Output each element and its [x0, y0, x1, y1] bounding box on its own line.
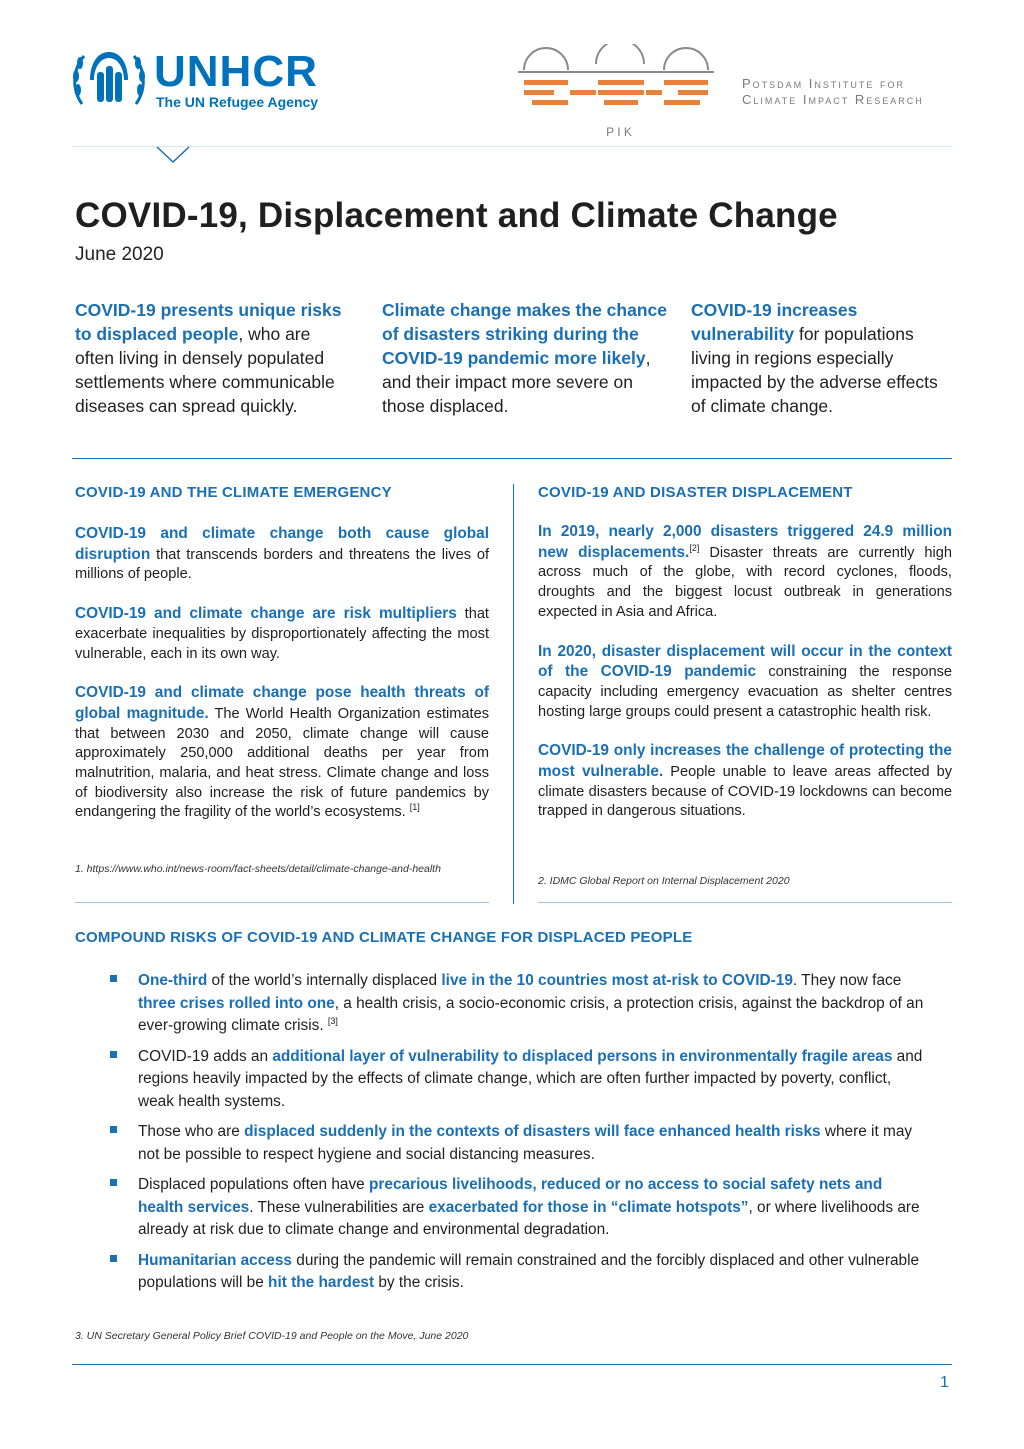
footnote-ref-3: [3]: [327, 1015, 338, 1026]
bullet-square-icon: [110, 975, 117, 982]
b4-part-c: . These vulnerabilities are: [249, 1198, 429, 1216]
left-p1-text: that transcends borders and threatens the lives of millions of people.: [75, 546, 489, 583]
chevron-down-icon: [156, 146, 190, 164]
unhcr-logo: [70, 46, 350, 116]
right-footnote-divider: [538, 902, 952, 903]
b3-part-a: Those who are: [138, 1123, 245, 1140]
unhcr-wordmark: UNHCR: [154, 47, 318, 96]
right-p1-highlight: In 2019, nearly 2,000 disasters triggered 24.9 million new displacements.: [538, 523, 952, 561]
b4-part-b: precarious livelihoods, reduced or no access to social safety nets and health services: [138, 1176, 883, 1216]
b1-part-f: , a health crisis, a socio-economic crisis, a protection crisis, against the backdrop of an ever-growing climate crisis.: [138, 994, 924, 1034]
left-p2-highlight: COVID-19 and climate change are risk multipliers: [75, 605, 457, 623]
right-paragraph-1: [538, 522, 952, 623]
b4-part-a: Displaced populations often have: [138, 1176, 370, 1193]
left-paragraph-2: [75, 604, 489, 664]
compound-risk-list: [108, 970, 930, 1303]
right-p1-text: Disaster threats are currently high across much of the globe, with record cyclones, floods, droughts and the biggest locust outbreak in generations expected in Asia and Africa.: [538, 544, 952, 620]
right-column-body: [538, 522, 952, 841]
pik-institute-name: [742, 76, 924, 108]
bullet-square-icon: [110, 1179, 117, 1186]
b1-part-a: One-third: [138, 972, 208, 989]
b5-part-d: by the crisis.: [374, 1274, 464, 1291]
compound-section-heading: COMPOUND RISKS OF COVID-19 AND CLIMATE CHANGE FOR DISPLACED PEOPLE: [75, 929, 693, 946]
left-p3-highlight: COVID-19 and climate change pose health threats of global magnitude.: [75, 684, 489, 722]
b4-part-e: , or where livelihoods are already at risk due to climate change and environmental degradation.: [138, 1198, 920, 1238]
header-divider: [72, 146, 952, 147]
publication-date: June 2020: [75, 244, 164, 265]
b3-part-b: displaced suddenly in the contexts of disasters will face enhanced health risks: [244, 1123, 821, 1140]
footnote-ref-2: [2]: [689, 542, 700, 553]
intro-column-3: [691, 298, 951, 418]
intro-3-highlight: COVID-19 increases vulnerability: [691, 300, 858, 344]
page-title: COVID-19, Displacement and Climate Change: [75, 196, 838, 235]
intro-column-2: [382, 298, 672, 418]
section-divider: [72, 458, 952, 459]
left-footnote: 1. https://www.who.int/news-room/fact-sheets/detail/climate-change-and-health: [75, 863, 441, 875]
left-p1-highlight: COVID-19 and climate change both cause global disruption: [75, 525, 489, 563]
left-paragraph-1: [75, 524, 489, 585]
bullet-square-icon: [110, 1126, 117, 1133]
bullet-square-icon: [110, 1051, 117, 1058]
left-section-heading: COVID-19 AND THE CLIMATE EMERGENCY: [75, 484, 392, 501]
intro-2-highlight: Climate change makes the chance of disasters striking during the COVID-19 pandemic more likely: [382, 300, 667, 368]
pik-name-line1: Potsdam Institute for: [742, 76, 906, 91]
right-p3-highlight: COVID-19 only increases the challenge of protecting the most vulnerable.: [538, 742, 952, 781]
b2-part-b: additional layer of vulnerability to displaced persons in environmentally fragile areas: [272, 1047, 893, 1065]
footnote-ref-1: [1]: [409, 802, 420, 813]
b4-part-d: exacerbated for those in “climate hotspots”: [428, 1198, 749, 1216]
pik-abbr: P I K: [606, 125, 632, 139]
intro-3-text: for populations living in regions especially impacted by the adverse effects of climate change.: [691, 324, 938, 416]
bullet-square-icon: [110, 1255, 117, 1262]
b2-part-c: and regions heavily impacted by the effects of climate change, which are often further impacted by poverty, conflict, weak health systems.: [138, 1047, 923, 1110]
page-number: 1: [940, 1374, 949, 1391]
list-item: [108, 1046, 930, 1114]
list-item: [108, 1174, 930, 1242]
intro-1-text: , who are often living in densely populated settlements where communicable diseases can spread quickly.: [75, 324, 335, 416]
compound-footnote: 3. UN Secretary General Policy Brief COVID-19 and People on the Move, June 2020: [75, 1330, 469, 1342]
left-p3-text: The World Health Organization estimates that between 2030 and 2050, climate change will cause approximately 250,000 additional deaths per year from malnutrition, malaria, and heat stress. Climate change and loss of biodiversity also increase the risk of future pandemics by endangering the fragility of the world’s ecosystems.: [75, 705, 489, 821]
list-item: [108, 1250, 930, 1295]
b5-part-b: during the pandemic will remain constrained and the forcibly displaced and other vulnerable populations will be: [138, 1251, 920, 1291]
right-footnote: 2. IDMC Global Report on Internal Displacement 2020: [538, 875, 790, 887]
b3-part-c: where it may not be possible to respect hygiene and social distancing measures.: [138, 1123, 913, 1163]
b2-part-a: COVID-19 adds an: [138, 1047, 273, 1065]
left-column-body: [75, 524, 489, 842]
b5-part-c: hit the hardest: [268, 1274, 375, 1291]
left-footnote-divider: [75, 902, 489, 903]
unhcr-tagline: The UN Refugee Agency: [156, 94, 319, 110]
b1-part-e: three crises rolled into one: [138, 994, 335, 1012]
b1-part-c: live in the 10 countries most at-risk to COVID-19: [441, 972, 793, 989]
intro-1-highlight: COVID-19 presents unique risks to displaced people: [75, 300, 342, 344]
left-paragraph-3: [75, 683, 489, 823]
intro-column-1: [75, 298, 345, 418]
pik-name-line2: Climate Impact Research: [742, 92, 924, 107]
right-p3-text: People unable to leave areas affected by climate disasters because of COVID-19 lockdowns can become trapped in dangerous situations.: [538, 764, 952, 820]
left-p2-text: that exacerbate inequalities by disproportionately affecting the most vulnerable, each in its own way.: [75, 606, 489, 662]
list-item: [108, 970, 930, 1038]
pik-logo-icon: [514, 44, 724, 140]
b1-part-d: . They now face: [792, 972, 902, 989]
footer-divider: [72, 1364, 952, 1365]
list-item: [108, 1121, 930, 1166]
right-section-heading: COVID-19 AND DISASTER DISPLACEMENT: [538, 484, 853, 501]
right-p2-text: constraining the response capacity including emergency evacuation as shelter centres hosting large groups could present a catastrophic health risk.: [538, 664, 952, 720]
right-paragraph-3: [538, 741, 952, 822]
b1-part-b: of the world’s internally displaced: [207, 972, 442, 989]
right-p2-highlight: In 2020, disaster displacement will occur in the context of the COVID-19 pandemic: [538, 642, 952, 681]
right-paragraph-2: [538, 642, 952, 723]
b5-part-a: Humanitarian access: [138, 1251, 292, 1269]
unhcr-emblem-icon: [70, 46, 148, 112]
intro-2-text: , and their impact more severe on those displaced.: [382, 348, 651, 416]
column-separator: [513, 484, 514, 904]
